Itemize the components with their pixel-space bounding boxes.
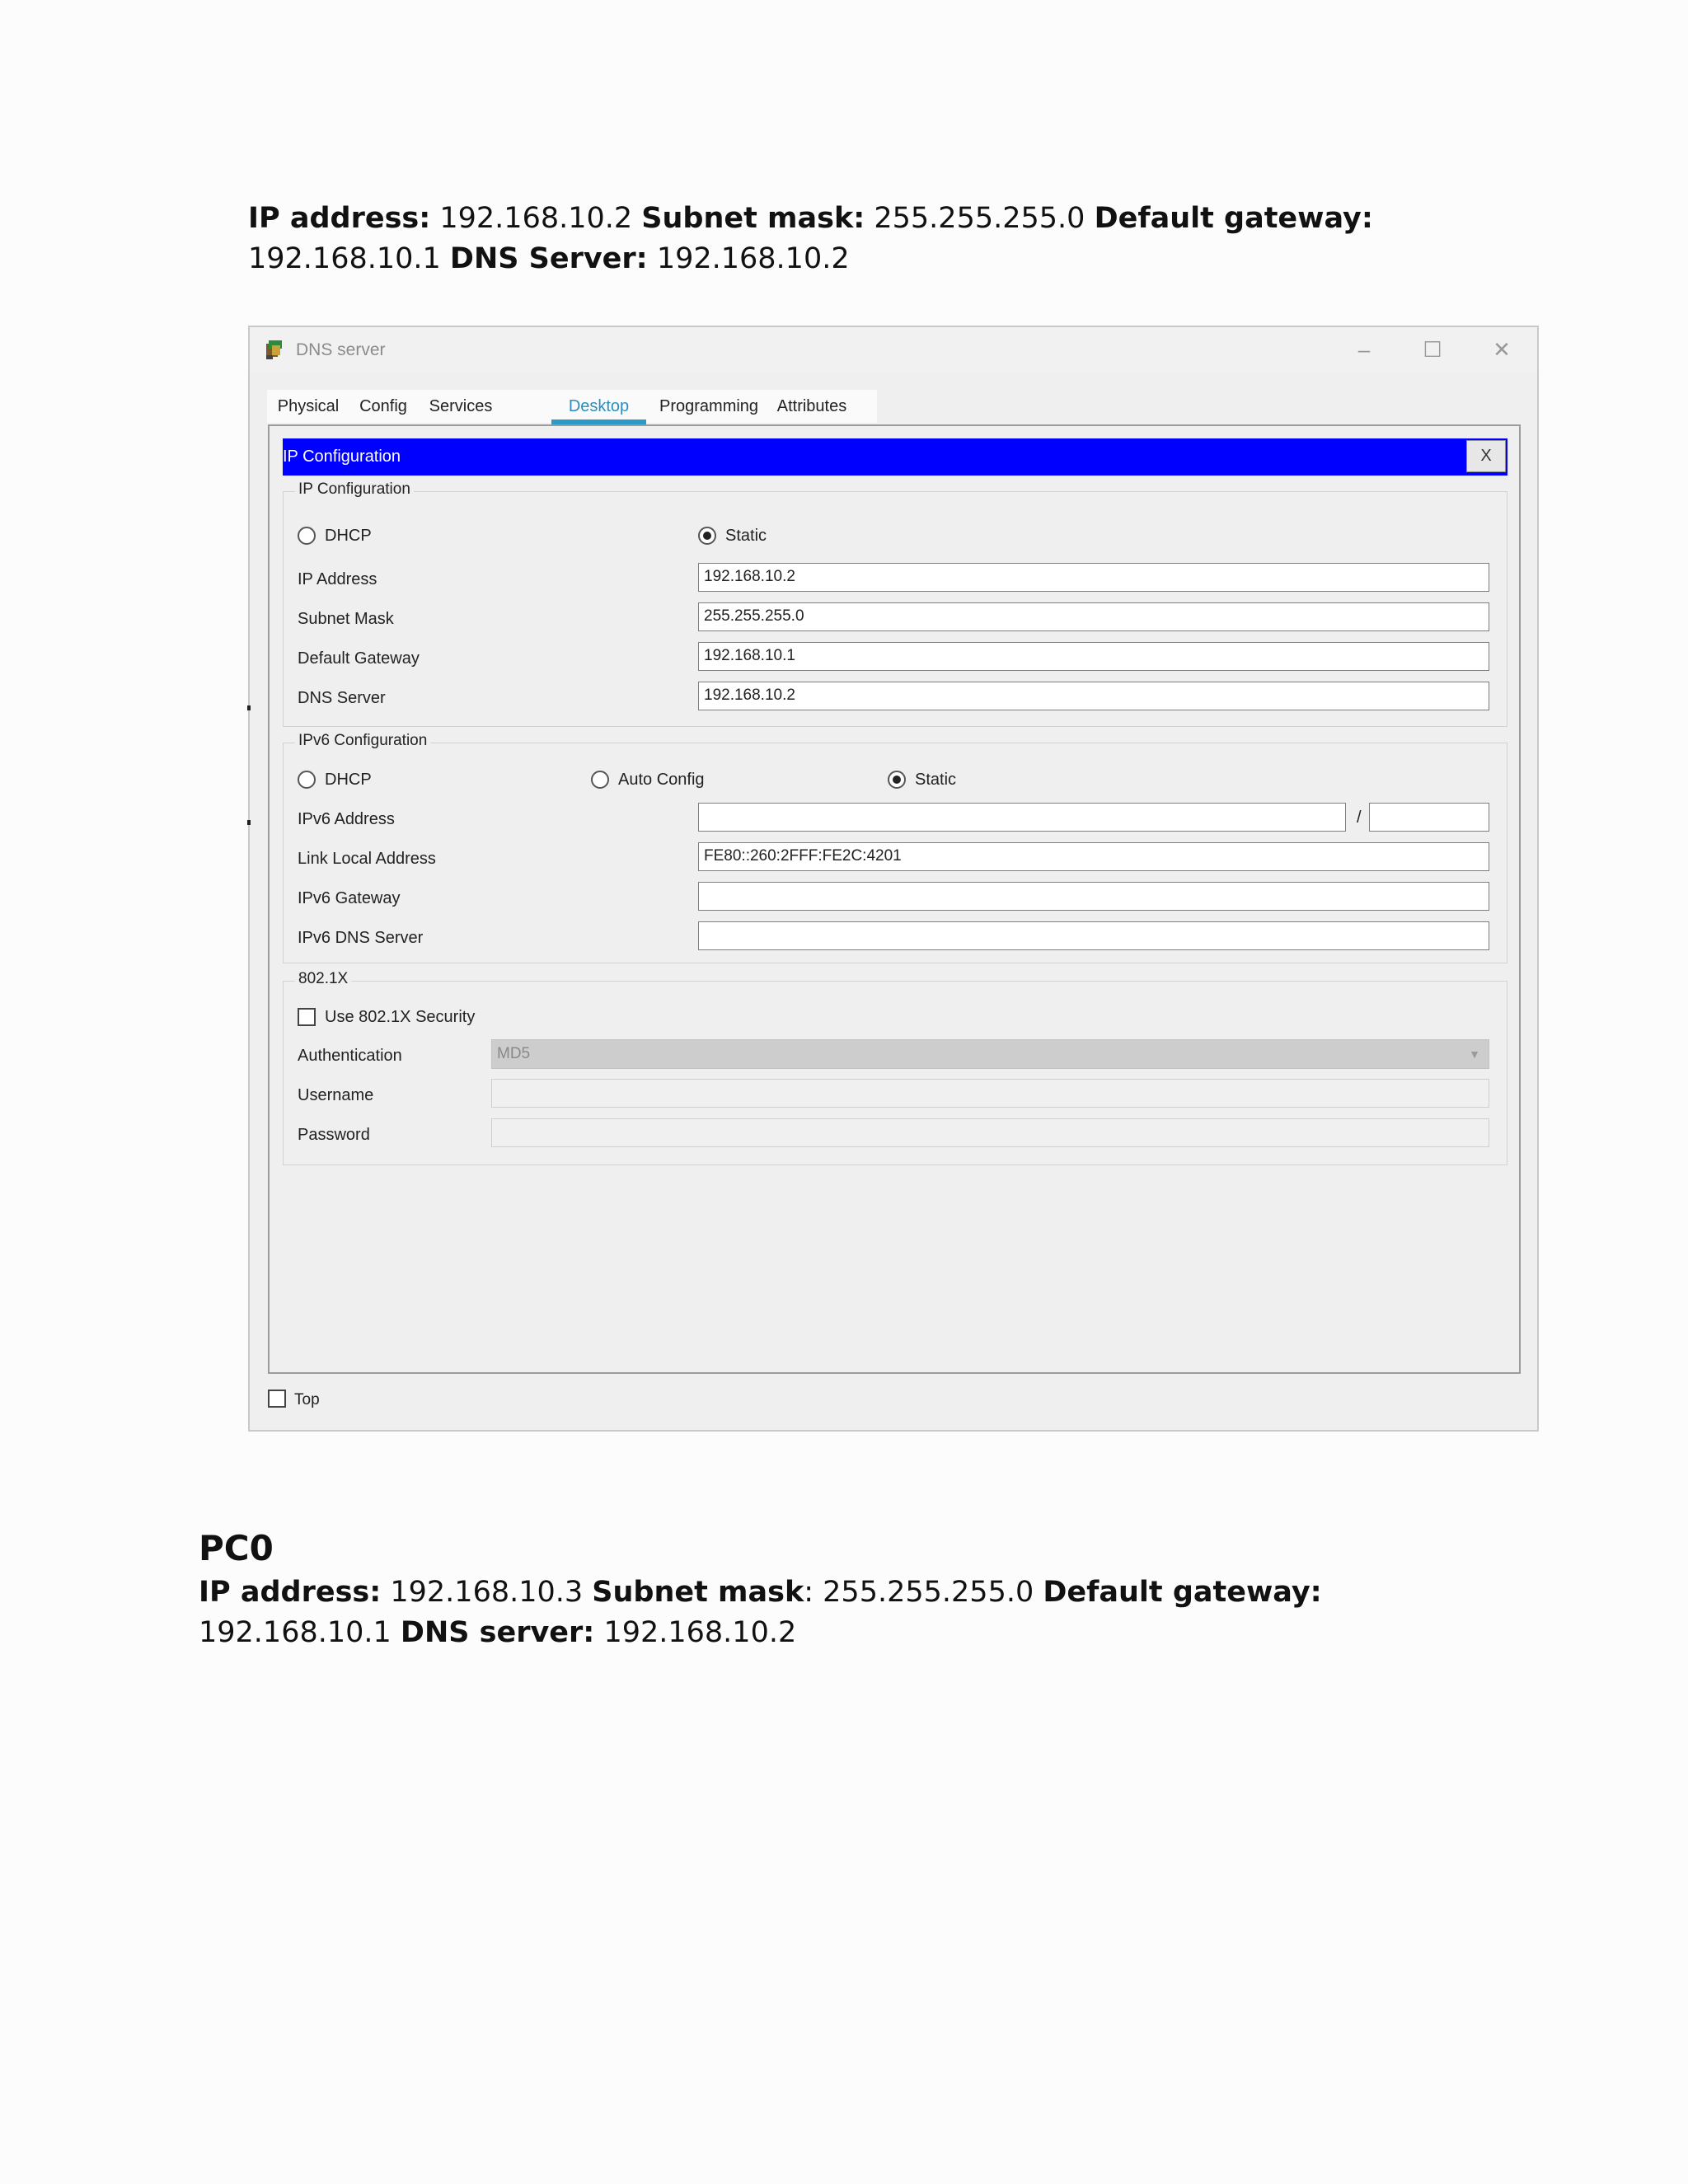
pc0-subnet-mask-value: : 255.255.255.0	[804, 1576, 1043, 1609]
pc0-default-gateway-label: Default gateway:	[1043, 1576, 1322, 1609]
default-gateway-input[interactable]: 192.168.10.1	[698, 642, 1489, 671]
ipv6-dns-field-label: IPv6 DNS Server	[298, 929, 424, 947]
ip-address-label: IP address:	[248, 202, 431, 235]
top-checkbox-label: Top	[294, 1391, 320, 1408]
tab-desktop[interactable]: Desktop	[551, 390, 646, 423]
ipv4-static-label: Static	[725, 527, 767, 545]
tab-programming[interactable]: Programming	[659, 397, 759, 415]
ipv6-static-label: Static	[915, 771, 957, 789]
margin-mark	[247, 820, 251, 825]
pc0-ip-address-value: 192.168.10.3	[381, 1576, 593, 1609]
default-gateway-field-label: Default Gateway	[298, 649, 420, 668]
authentication-label: Authentication	[298, 1047, 402, 1065]
ipv4-configuration-group	[283, 480, 1507, 727]
use-dot1x-checkbox[interactable]	[298, 1008, 316, 1026]
ip-configuration-close-button[interactable]: X	[1466, 440, 1506, 472]
pc0-config-text	[199, 1572, 1484, 1653]
ip-address-field-label: IP Address	[298, 570, 377, 588]
top-checkbox[interactable]	[268, 1390, 286, 1408]
ipv6-dhcp-radio[interactable]	[298, 771, 316, 789]
authentication-value: MD5	[497, 1045, 531, 1062]
dns-server-field-label: DNS Server	[298, 689, 386, 707]
close-button[interactable]: ✕	[1493, 337, 1511, 362]
prefix-separator: /	[1357, 808, 1362, 827]
ip-configuration-title: IP Configuration	[283, 448, 401, 466]
ip-address-input[interactable]: 192.168.10.2	[698, 563, 1489, 592]
ipv6-dhcp-label: DHCP	[325, 771, 372, 789]
dot1x-group-title: 802.1X	[295, 970, 351, 988]
ipv6-static-radio[interactable]	[888, 771, 906, 789]
pc0-default-gateway-value: 192.168.10.1	[199, 1616, 401, 1649]
ipv6-auto-config-radio[interactable]	[591, 771, 609, 789]
tab-services[interactable]: Services	[429, 397, 493, 415]
ipv4-dhcp-radio[interactable]	[298, 527, 316, 545]
chevron-down-icon: ▼	[1469, 1047, 1480, 1061]
subnet-mask-label: Subnet mask:	[641, 202, 865, 235]
link-local-input[interactable]: FE80::260:2FFF:FE2C:4201	[698, 842, 1489, 871]
authentication-select[interactable]	[491, 1039, 1489, 1069]
server-app-icon	[265, 339, 284, 360]
ip-address-value: 192.168.10.2	[430, 202, 642, 235]
username-label: Username	[298, 1086, 374, 1104]
tab-config[interactable]: Config	[359, 397, 407, 415]
desktop-content-area	[268, 424, 1521, 1374]
pc0-dns-server-label: DNS server:	[400, 1616, 595, 1649]
ipv4-dhcp-label: DHCP	[325, 527, 372, 545]
use-dot1x-label: Use 802.1X Security	[325, 1008, 476, 1026]
tab-physical[interactable]: Physical	[277, 397, 340, 415]
ipv6-prefix-input[interactable]	[1369, 803, 1489, 832]
dns-server-input[interactable]: 192.168.10.2	[698, 682, 1489, 710]
ipv6-dns-input[interactable]	[698, 921, 1489, 950]
ipv6-configuration-group	[283, 732, 1507, 963]
ipv6-gateway-field-label: IPv6 Gateway	[298, 889, 401, 907]
pc0-ip-address-label: IP address:	[199, 1576, 382, 1609]
dns-server-value: 192.168.10.2	[647, 242, 850, 275]
ipv6-group-title: IPv6 Configuration	[295, 732, 430, 750]
subnet-mask-input[interactable]: 255.255.255.0	[698, 602, 1489, 631]
dns-server-label: DNS Server:	[449, 242, 648, 275]
tab-attributes[interactable]: Attributes	[776, 397, 847, 415]
maximize-button[interactable]: ☐	[1423, 337, 1442, 362]
pc0-subnet-mask-label: Subnet mask	[592, 1576, 804, 1609]
pc0-heading: PC0	[199, 1528, 274, 1568]
window-title: DNS server	[296, 340, 386, 359]
ip-configuration-header	[283, 438, 1507, 476]
title-bar[interactable]	[250, 327, 1537, 373]
username-input[interactable]	[491, 1079, 1489, 1108]
subnet-mask-field-label: Subnet Mask	[298, 610, 394, 628]
dns-server-window	[248, 326, 1539, 1432]
password-label: Password	[298, 1126, 370, 1144]
ipv4-static-radio[interactable]	[698, 527, 716, 545]
ipv4-group-title: IP Configuration	[295, 480, 414, 499]
ipv6-auto-config-label: Auto Config	[618, 771, 705, 789]
password-input[interactable]	[491, 1118, 1489, 1147]
dns-server-config-text	[248, 199, 1534, 279]
pc0-dns-server-value: 192.168.10.2	[594, 1616, 797, 1649]
ipv6-gateway-input[interactable]	[698, 882, 1489, 911]
subnet-mask-value: 255.255.255.0	[865, 202, 1095, 235]
default-gateway-value: 192.168.10.1	[248, 242, 450, 275]
margin-mark	[247, 705, 251, 710]
tab-bar	[267, 390, 877, 423]
ipv6-address-input[interactable]	[698, 803, 1346, 832]
minimize-button[interactable]: –	[1357, 337, 1371, 362]
dot1x-group	[283, 970, 1507, 1165]
default-gateway-label: Default gateway:	[1094, 202, 1373, 235]
ipv6-address-field-label: IPv6 Address	[298, 810, 395, 828]
link-local-field-label: Link Local Address	[298, 850, 436, 868]
